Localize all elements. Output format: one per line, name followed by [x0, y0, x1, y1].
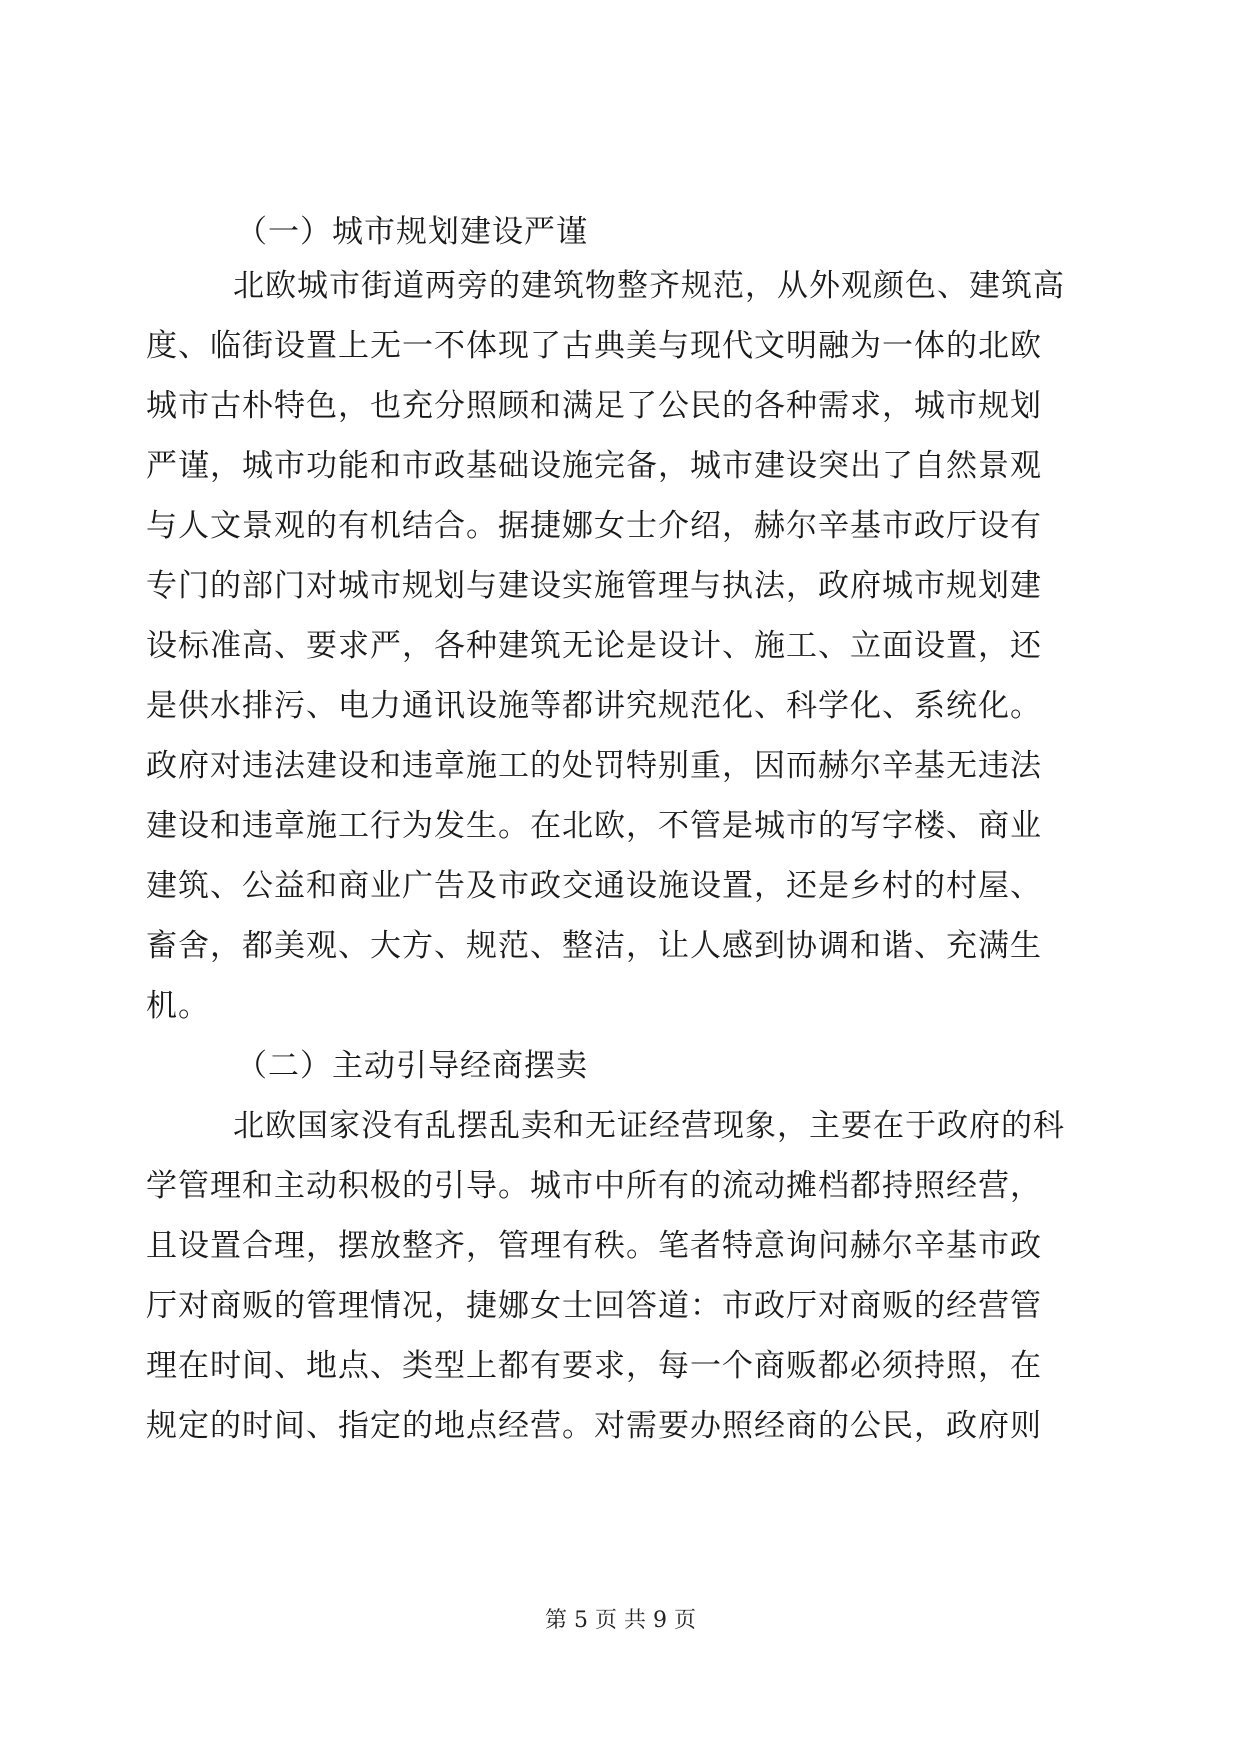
paragraph-line: 与人文景观的有机结合。据捷娜女士介绍，赫尔辛基市政厅设有	[146, 508, 1042, 544]
paragraph-line: 城市古朴特色，也充分照顾和满足了公民的各种需求，城市规划	[146, 388, 1042, 424]
paragraph-line: 度、临街设置上无一不体现了古典美与现代文明融为一体的北欧	[146, 328, 1042, 364]
paragraph-line: 学管理和主动积极的引导。城市中所有的流动摊档都持照经营，	[146, 1168, 1042, 1204]
paragraph-line: 严谨，城市功能和市政基础设施完备，城市建设突出了自然景观	[146, 448, 1042, 484]
paragraph-line: 畜舍，都美观、大方、规范、整洁，让人感到协调和谐、充满生	[146, 928, 1042, 964]
section-heading-1: （一）城市规划建设严谨	[236, 214, 588, 250]
paragraph-line: 机。	[146, 988, 210, 1024]
paragraph-line: 政府对违法建设和违章施工的处罚特别重，因而赫尔辛基无违法	[146, 748, 1042, 784]
paragraph-line: 北欧国家没有乱摆乱卖和无证经营现象，主要在于政府的科	[233, 1108, 1065, 1144]
paragraph-line: 建设和违章施工行为发生。在北欧，不管是城市的写字楼、商业	[146, 808, 1042, 844]
page-number-footer: 第 5 页 共 9 页	[545, 1608, 696, 1633]
paragraph-line: 厅对商贩的管理情况，捷娜女士回答道：市政厅对商贩的经营管	[146, 1288, 1042, 1324]
paragraph-line: 建筑、公益和商业广告及市政交通设施设置，还是乡村的村屋、	[146, 868, 1042, 904]
paragraph-line: 北欧城市街道两旁的建筑物整齐规范，从外观颜色、建筑高	[233, 268, 1065, 304]
paragraph-line: 规定的时间、指定的地点经营。对需要办照经商的公民，政府则	[146, 1408, 1042, 1444]
paragraph-line: 且设置合理，摆放整齐，管理有秩。笔者特意询问赫尔辛基市政	[146, 1228, 1042, 1264]
paragraph-line: 设标准高、要求严，各种建筑无论是设计、施工、立面设置，还	[146, 628, 1042, 664]
paragraph-line: 专门的部门对城市规划与建设实施管理与执法，政府城市规划建	[146, 568, 1042, 604]
paragraph-line: 是供水排污、电力通讯设施等都讲究规范化、科学化、系统化。	[146, 688, 1042, 724]
paragraph-line: 理在时间、地点、类型上都有要求，每一个商贩都必须持照，在	[146, 1348, 1042, 1384]
section-heading-2: （二）主动引导经商摆卖	[236, 1048, 588, 1084]
